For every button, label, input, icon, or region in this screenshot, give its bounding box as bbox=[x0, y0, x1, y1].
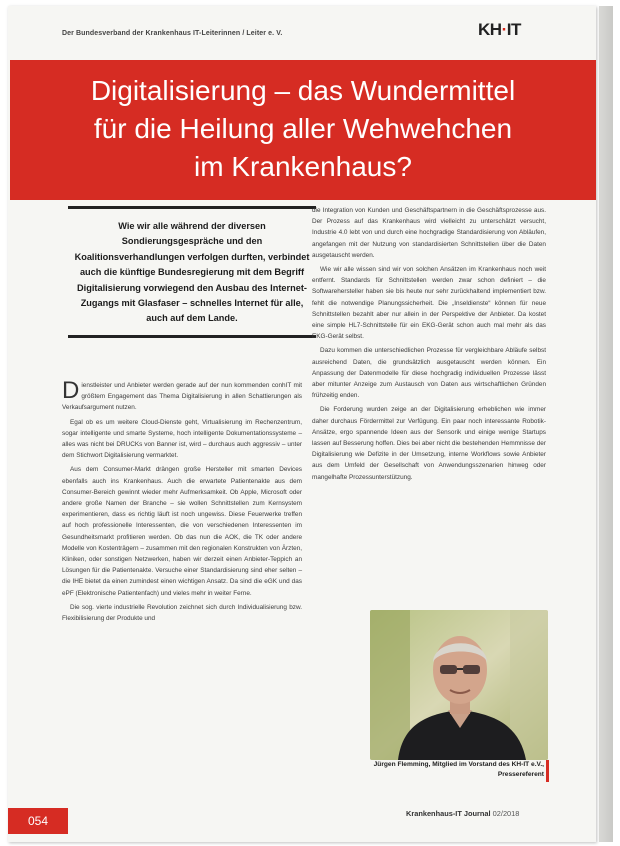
paragraph: Egal ob es um weitere Cloud-Dienste geht, Virtualisierung im Rechenzentrum, sogar intelligente und smarte Systeme, hoch intelligente Dokumentationssysteme – alles was nicht bei DRUCKs von Banner ist, wird – durchaus auch aggressiv – unter dem Stichwort Digitalisierung vermarktet. bbox=[62, 418, 302, 460]
title-line-1: Digitalisierung – das Wundermittel bbox=[90, 75, 516, 106]
logo-dot: · bbox=[501, 20, 507, 39]
paragraph: Wie wir alle wissen sind wir von solchen Ansätzen im Krankenhaus noch weit entfernt. Standards für Schnittstellen werden zwar schon definiert – die Softwarehersteller haben sie bis heute nur sehr zurückhaltend implementiert bzw. fehlt die notwendige Planungssicherheit. Die „Inseldienste“ können für neue Schnittstellen bezahlt aber nur allein in der Perspektive der Anbieter. Da kostet eine simple HL7-Schnittstelle für ein EKG-Gerät schon auch mal mehr als das EKG-Gerät selbst. bbox=[312, 266, 546, 341]
paragraph: Aus dem Consumer-Markt drängen große Hersteller mit smarten Devices ebenfalls auch ins Krankenhaus. Auch die erwartete Patientenakte aus dem Consumer-Bereich gewinnt wieder mehr Aufmerksamkeit. Ob Apple, Microsoft oder andere große Namen der Branche – sie wollen Schnittstellen zum Kernsystem experimentieren, dass es richtig läuft ist noch ungewiss. Diese Feuerwerke treffen auf hoch professionelle Interessenten, die von verschiedenen Interessenten im Gesundheitsmarkt profitieren werden. Ob das nun die AOK, die TK oder andere Modelle von Kostenträgern – zusammen mit den regionalen Konstrukten von Ärzten, Kliniken, oder sonstigen Netzwerken, haben wir derzeit einen Anbieter-Teppich an Lösungen für die Patientenakte. Versuche einer Standardisierung sind eher selten – die IHE bietet da einen zumindest einen wichtigen Ansatz. Da sind die eGK und das ePF (Elektronische Patientenfach) und vieles mehr in weiter Ferne. bbox=[62, 466, 302, 597]
paragraph: Die Forderung wurden zeige an der Digitalisierung erheblichen wie immer daher durchaus Fördermittel zur Verfügung. Ein paar noch interessante Robotik-Ansätze, ergo spannende Ideen aus der Sensorik und einige wenige Startups lassen auf Besserung hoffen. Dies bei aber nicht die bestehenden Hemmnisse der Digitalisierung wie Defizite in der Umsetzung, interne Workflows sowie Anbieter aus dem Umfeld der Gesellschaft von Anwendungsszenarien hinweg oder mangelhafte Prozessunterstützung. bbox=[312, 406, 546, 481]
left-column bbox=[62, 377, 302, 627]
title-line-3: im Krankenhaus? bbox=[194, 151, 412, 182]
paragraph: die Integration von Kunden und Geschäftspartnern in die Geschäftsprozesse aus. Der Prozess auf das Krankenhaus wird vielleicht zu unterschätzt versucht, Industrie 4.0 lebt von und durch eine hochgradige Standardisierung von Abläufen, angefangen mit der Nutzung von standardisierten Schnittstellen über die Daten ausgetauscht werden. bbox=[312, 207, 546, 259]
photo-caption: Jürgen Flemming, Mitglied im Vorstand des KH-IT e.V., Pressereferent bbox=[373, 761, 544, 778]
author-photo bbox=[370, 610, 548, 760]
title-line-2: für die Heilung aller Wehwehchen bbox=[93, 113, 513, 144]
logo-it: IT bbox=[506, 20, 521, 39]
association-header: Der Bundesverband der Krankenhaus IT-Leiterinnen / Leiter e. V. bbox=[62, 30, 283, 37]
paragraph: Dazu kommen die unterschiedlichen Prozesse für vergleichbare Abläufe selbst ausreichend Daten, die grundsätzlich ausgetauscht werden können. Ein Anpassung der Datenmodelle für diese hochgradig individuellen Prozesse lässt aber mitunter Anzeige zum Austausch von Daten aus wirtschaftlichen Gründen frühzeitig enden. bbox=[312, 347, 546, 400]
page-edge bbox=[599, 6, 613, 842]
logo-kh: KH bbox=[478, 20, 502, 39]
caption-accent-bar bbox=[546, 760, 549, 782]
page-number: 054 bbox=[8, 808, 68, 834]
khit-logo bbox=[478, 20, 521, 40]
journal-footer bbox=[406, 809, 519, 818]
journal-issue: 02/2018 bbox=[492, 809, 520, 818]
article-title bbox=[20, 72, 586, 186]
paragraph-text: ienstleister und Anbieter werden gerade auf der nun kommenden conhIT mit größtem Engagement das Thema Digitalisierung in allen Schattierungen als Verkaufsargument nutzen. bbox=[62, 382, 302, 412]
paragraph: Die sog. vierte industrielle Revolution zeichnet sich durch Individualisierung bzw. Flexibilisierung der Produkte und bbox=[62, 603, 302, 623]
journal-name: Krankenhaus-IT Journal bbox=[406, 809, 491, 818]
lead-paragraph: Wie wir alle während der diversen Sondierungsgespräche und den Koalitionsverhandlungen verfolgen durften, verbindet auch die künftige Bundesregierung mit dem Begriff Digitalisierung vorwiegend den Ausbau des Internet-Zugangs mit Glasfaser – schnelles Internet für alle, auch auf dem Lande. bbox=[68, 206, 316, 338]
right-column bbox=[312, 205, 546, 486]
paragraph bbox=[62, 377, 302, 414]
dropcap: D bbox=[62, 377, 80, 404]
